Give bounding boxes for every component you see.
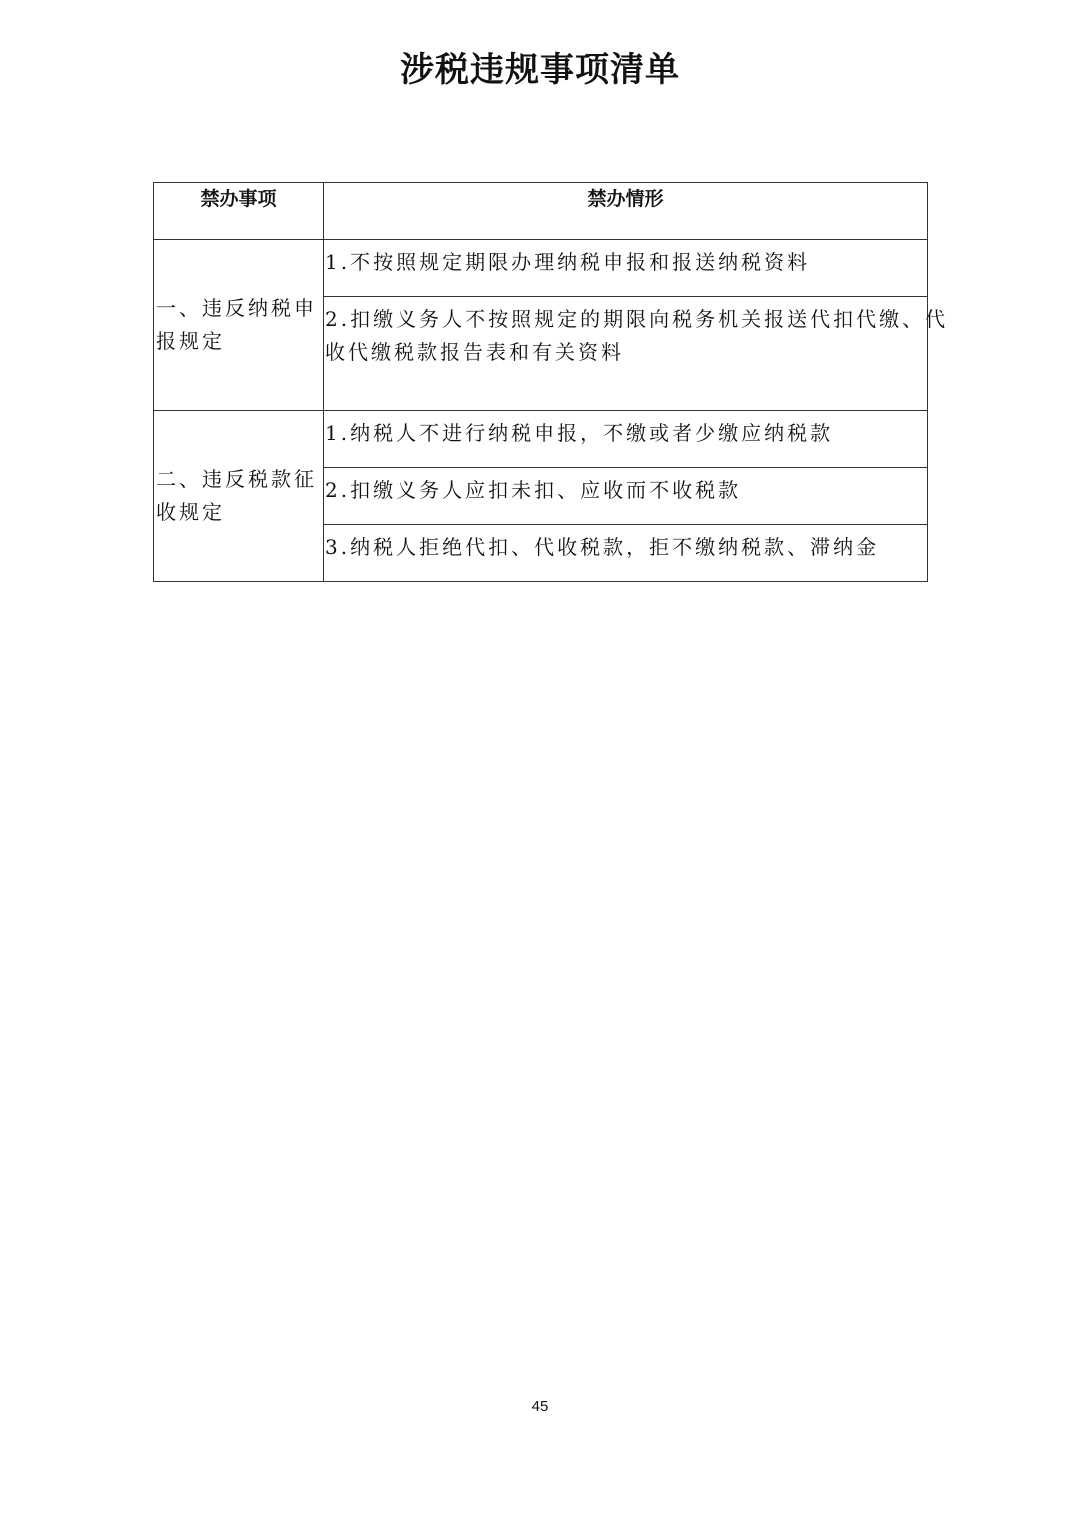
tax-violation-table	[153, 182, 949, 582]
case-cell	[324, 297, 949, 411]
case-text: 收代缴税款报告表和有关资料	[325, 340, 624, 364]
header-prohibited-case: 禁办情形	[324, 183, 928, 240]
table-row	[154, 411, 928, 468]
case-text: 2.扣缴义务人不按照规定的期限向税务机关报送代扣代缴、代	[325, 307, 949, 331]
case-text: 1.不按照规定期限办理纳税申报和报送纳税资料	[325, 250, 811, 274]
case-cell	[324, 468, 928, 525]
group-item-cell: 一、违反纳税申报规定	[154, 240, 324, 411]
case-cell	[324, 411, 928, 468]
group-item-cell: 二、违反税款征收规定	[154, 411, 324, 582]
header-prohibited-item: 禁办事项	[154, 183, 324, 240]
case-cell	[324, 525, 928, 582]
case-text: 1.纳税人不进行纳税申报，不缴或者少缴应纳税款	[325, 421, 834, 445]
case-text: 3.纳税人拒绝代扣、代收税款，拒不缴纳税款、滞纳金	[325, 535, 880, 559]
page-number: 45	[531, 1398, 549, 1415]
table-header-row	[154, 183, 928, 240]
page-title: 涉税违规事项清单	[400, 50, 680, 90]
case-text: 2.扣缴义务人应扣未扣、应收而不收税款	[325, 478, 742, 502]
case-cell	[324, 240, 928, 297]
table-row	[154, 240, 928, 297]
